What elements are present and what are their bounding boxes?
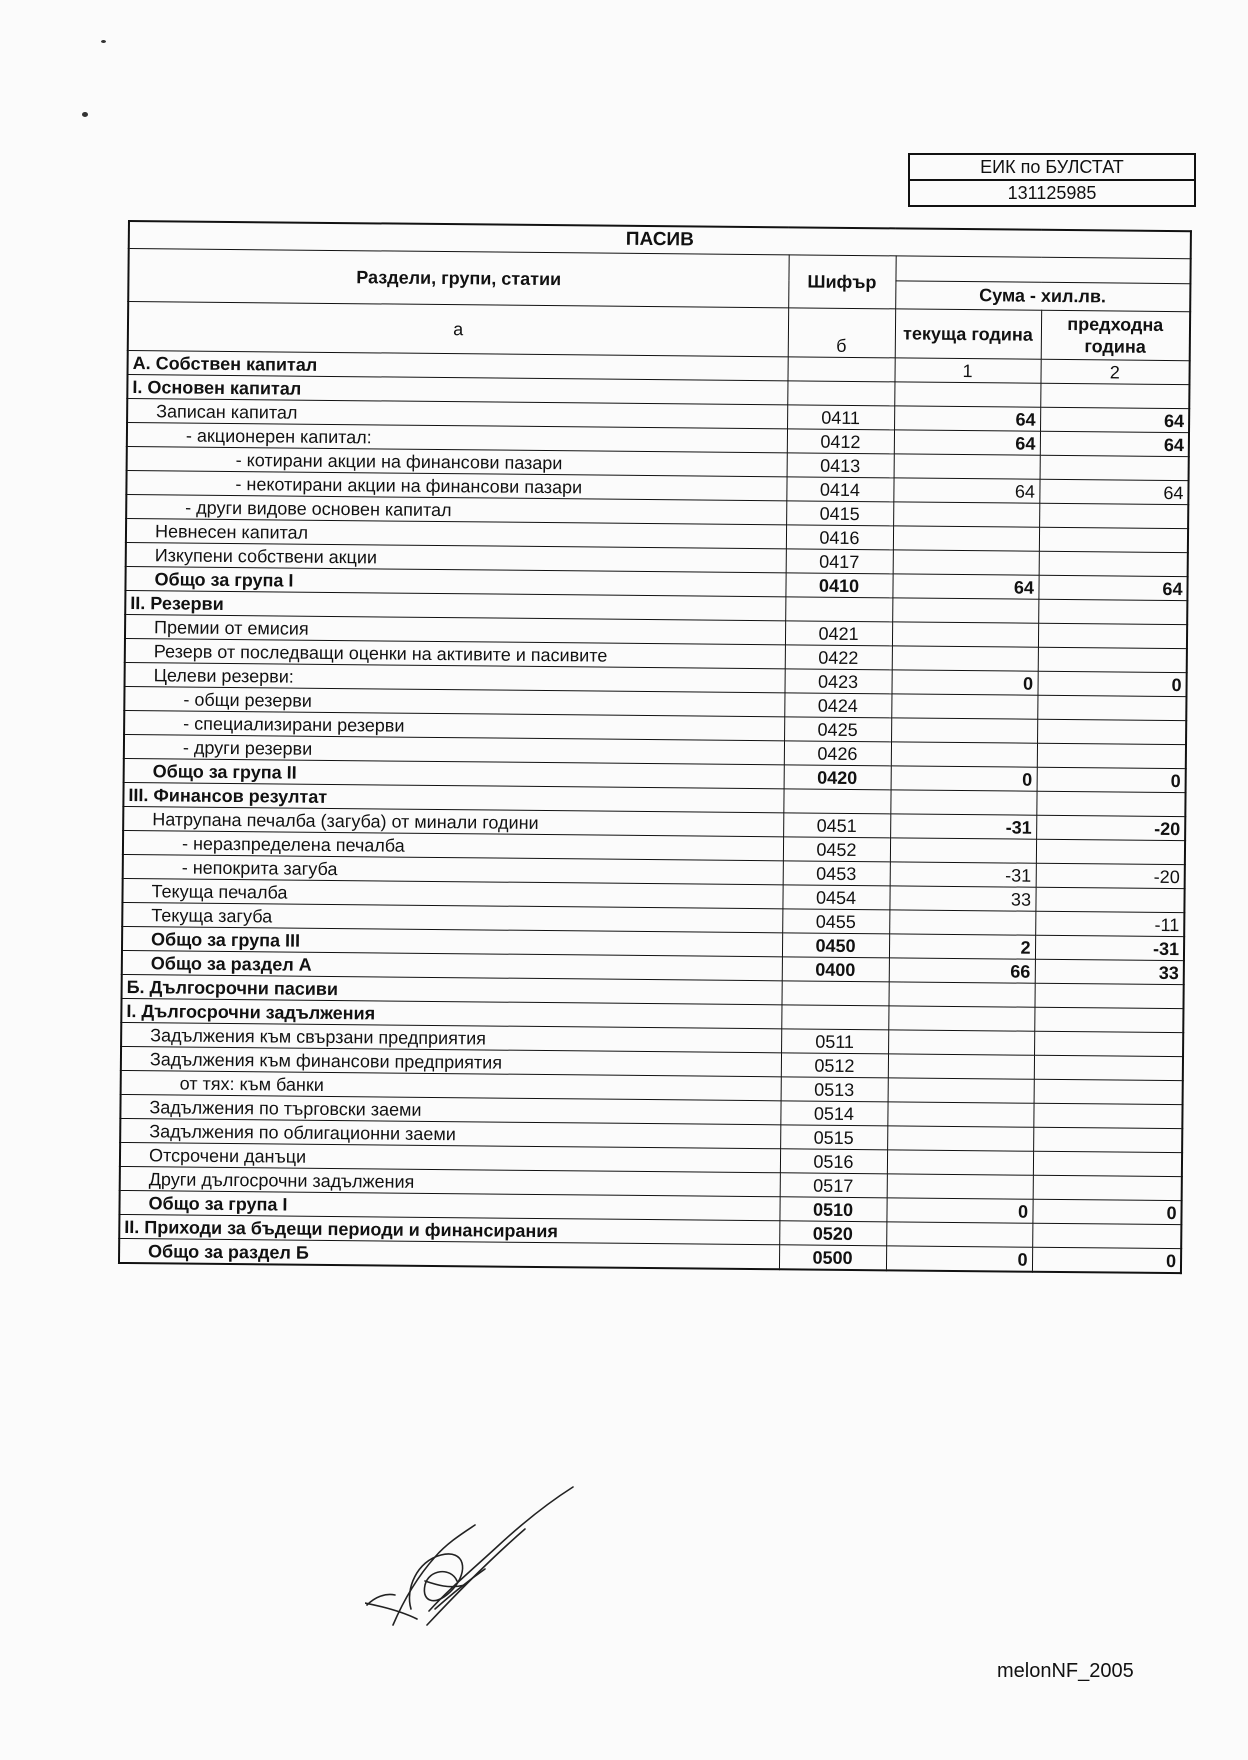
row-label: - котирани акции на финансови пазари [127,446,787,476]
row-label: Задължения по търговски заеми [120,1094,780,1124]
balance-sheet [118,220,1190,1274]
eik-value: 131125985 [910,179,1194,205]
row-label: Задължения към финансови предприятия [121,1046,781,1076]
row-label: II. Резерви [125,590,785,620]
row-current-year: 0 [891,766,1037,791]
row-code: 0515 [780,1125,887,1150]
row-label: Общо за група I [119,1190,779,1220]
row-previous-year: -20 [1036,815,1185,840]
row-current-year [888,1006,1034,1031]
row-label: Общо за група I [125,566,785,596]
row-current-year: 66 [889,958,1035,983]
row-current-year: 64 [893,478,1039,503]
row-code: 0417 [786,549,893,574]
row-current-year [891,694,1037,719]
header-current-year: текуща година [895,309,1041,359]
row-previous-year [1033,1127,1182,1152]
row-label: - неразпределена печалба [123,830,783,860]
row-code: 0416 [786,525,893,550]
row-current-year [892,622,1038,647]
row-label: - некотирани акции на финансови пазари [126,470,786,500]
row-code: 0413 [787,453,894,478]
column-number-2: 2 [1040,359,1189,384]
row-current-year: 64 [894,430,1040,455]
row-previous-year [1039,503,1188,528]
row-current-year: 33 [889,886,1035,911]
row-code: 0454 [782,885,889,910]
row-code: 0453 [783,861,890,886]
row-previous-year: 64 [1038,575,1187,600]
row-code: 0520 [779,1221,886,1246]
header-blank [895,256,1190,284]
row-previous-year [1037,743,1186,768]
row-previous-year [1034,1031,1183,1056]
row-current-year [888,1054,1034,1079]
row-label: Невнесен капитал [126,518,786,548]
row-current-year [887,1126,1033,1151]
row-code: 0421 [785,621,892,646]
row-previous-year: -31 [1035,935,1184,960]
row-label: - непокрита загуба [123,854,783,884]
row-previous-year [1032,1223,1181,1248]
row-label: Натрупана печалба (загуба) от минали години [123,806,783,836]
row-label: Премии от емисия [125,614,785,644]
row-current-year [893,502,1039,527]
eik-label: ЕИК по БУЛСТАТ [980,157,1124,177]
row-label: Задължения по облигационни заеми [120,1118,780,1148]
row-label: Други дългосрочни задължения [120,1166,780,1196]
row-current-year [888,1078,1034,1103]
row-code: 0415 [786,501,893,526]
row-label: А. Собствен капитал [128,351,788,381]
liabilities-table [118,220,1192,1274]
table-title: ПАСИВ [129,221,1191,259]
row-label: - общи резерви [124,686,784,716]
row-code [785,597,892,622]
row-code: 0517 [780,1173,887,1198]
row-code: 0451 [783,813,890,838]
row-code: 0410 [785,573,892,598]
row-code: 0511 [781,1029,888,1054]
row-previous-year: 64 [1039,479,1188,504]
row-label: - акционерен капитал: [127,423,787,453]
row-current-year [890,790,1036,815]
row-label: Б. Дългосрочни пасиви [122,974,782,1004]
row-previous-year [1037,695,1186,720]
row-code: 0422 [785,645,892,670]
row-current-year [889,910,1035,935]
row-previous-year: 0 [1032,1199,1181,1224]
row-previous-year [1040,455,1189,480]
scan-speck [82,112,88,117]
row-previous-year [1036,839,1185,864]
row-current-year [894,382,1040,407]
row-code: 0450 [782,933,889,958]
row-label: - други резерви [124,734,784,764]
row-code: 0423 [784,669,891,694]
row-current-year [891,718,1037,743]
row-code: 0424 [784,693,891,718]
header-previous-year: предходна година [1041,310,1190,360]
row-current-year: 64 [894,406,1040,431]
row-label: I. Дългосрочни задължения [121,998,781,1028]
row-current-year [886,1222,1032,1247]
row-previous-year [1033,1103,1182,1128]
row-previous-year [1036,791,1185,816]
row-previous-year [1037,719,1186,744]
header-col-a: а [128,302,788,357]
row-label: - други видове основен капитал [126,494,786,524]
row-current-year [888,982,1034,1007]
row-code: 0512 [781,1053,888,1078]
row-label: Текуща загуба [122,902,782,932]
row-label: Записан капитал [127,399,787,429]
column-number-1: 1 [894,358,1040,383]
row-previous-year: 0 [1037,671,1186,696]
row-current-year: 0 [886,1246,1032,1272]
header-sections: Раздели, групи, статии [128,249,788,308]
row-previous-year [1035,887,1184,912]
row-code: 0420 [784,765,891,790]
row-code: 0516 [780,1149,887,1174]
signature-image [365,1485,595,1635]
row-current-year: 2 [889,934,1035,959]
row-label: Резерв от последващи оценки на активите и пасивите [125,638,785,668]
row-code: 0510 [779,1197,886,1222]
row-current-year [891,742,1037,767]
row-label: III. Финансов резултат [123,782,783,812]
row-current-year [893,526,1039,551]
row-previous-year: -20 [1036,863,1185,888]
row-current-year [888,1030,1034,1055]
row-code: 0455 [782,909,889,934]
row-label: - специализирани резерви [124,710,784,740]
scan-speck [101,40,106,43]
row-previous-year [1034,1079,1183,1104]
row-current-year [887,1150,1033,1175]
header-code: Шифър [788,255,896,309]
row-current-year [887,1102,1033,1127]
row-code: 0412 [787,429,894,454]
header-col-b: б [788,308,895,358]
row-label: Задължения към свързани предприятия [121,1022,781,1052]
row-current-year [890,838,1036,863]
row-previous-year [1033,1175,1182,1200]
table-body [119,351,1190,1274]
row-label: Общо за раздел А [122,950,782,980]
row-code: 0425 [784,717,891,742]
row-current-year [893,550,1039,575]
row-previous-year [1040,383,1189,408]
row-current-year [892,598,1038,623]
row-code: 0426 [784,741,891,766]
row-previous-year: 0 [1032,1247,1181,1273]
row-current-year [894,454,1040,479]
row-code: 0513 [781,1077,888,1102]
row-code: 0400 [782,957,889,982]
row-code [783,789,890,814]
row-current-year [892,646,1038,671]
row-code [781,981,888,1006]
row-previous-year [1039,551,1188,576]
row-label: Изкупени собствени акции [126,542,786,572]
row-label: II. Приходи за бъдещи периоди и финансирания [119,1214,779,1244]
row-code: 0452 [783,837,890,862]
row-previous-year [1038,647,1187,672]
row-current-year: 64 [892,574,1038,599]
row-current-year: -31 [890,814,1036,839]
row-previous-year [1038,599,1187,624]
row-previous-year [1034,1007,1183,1032]
row-previous-year: 0 [1037,767,1186,792]
row-label: Целеви резерви: [125,662,785,692]
header-amount: Сума - хил.лв. [895,281,1190,312]
eik-box [908,153,1196,207]
row-previous-year [1038,623,1187,648]
row-label: Общо за раздел Б [119,1238,779,1269]
row-label: Отсрочени данъци [120,1142,780,1172]
row-code: 0411 [787,405,894,430]
row-code: 0514 [780,1101,887,1126]
row-current-year: 0 [891,670,1037,695]
row-label: Текуща печалба [122,878,782,908]
row-label: Общо за група III [122,926,782,956]
row-previous-year: 64 [1040,431,1189,456]
row-current-year [887,1174,1033,1199]
row-current-year: 0 [886,1198,1032,1223]
row-code [787,381,894,406]
row-previous-year: 64 [1040,407,1189,432]
row-label: Общо за група II [124,758,784,788]
row-code [787,357,894,382]
row-code: 0500 [779,1245,886,1271]
row-label: I. Основен капитал [127,375,787,405]
row-previous-year [1034,983,1183,1008]
row-code [781,1005,888,1030]
row-previous-year: 33 [1035,959,1184,984]
row-previous-year: -11 [1035,911,1184,936]
footer-form-code: melonNF_2005 [997,1660,1134,1682]
row-current-year: -31 [890,862,1036,887]
row-label: от тях: към банки [121,1070,781,1100]
row-previous-year [1033,1151,1182,1176]
row-code: 0414 [786,477,893,502]
row-previous-year [1039,527,1188,552]
row-previous-year [1034,1055,1183,1080]
